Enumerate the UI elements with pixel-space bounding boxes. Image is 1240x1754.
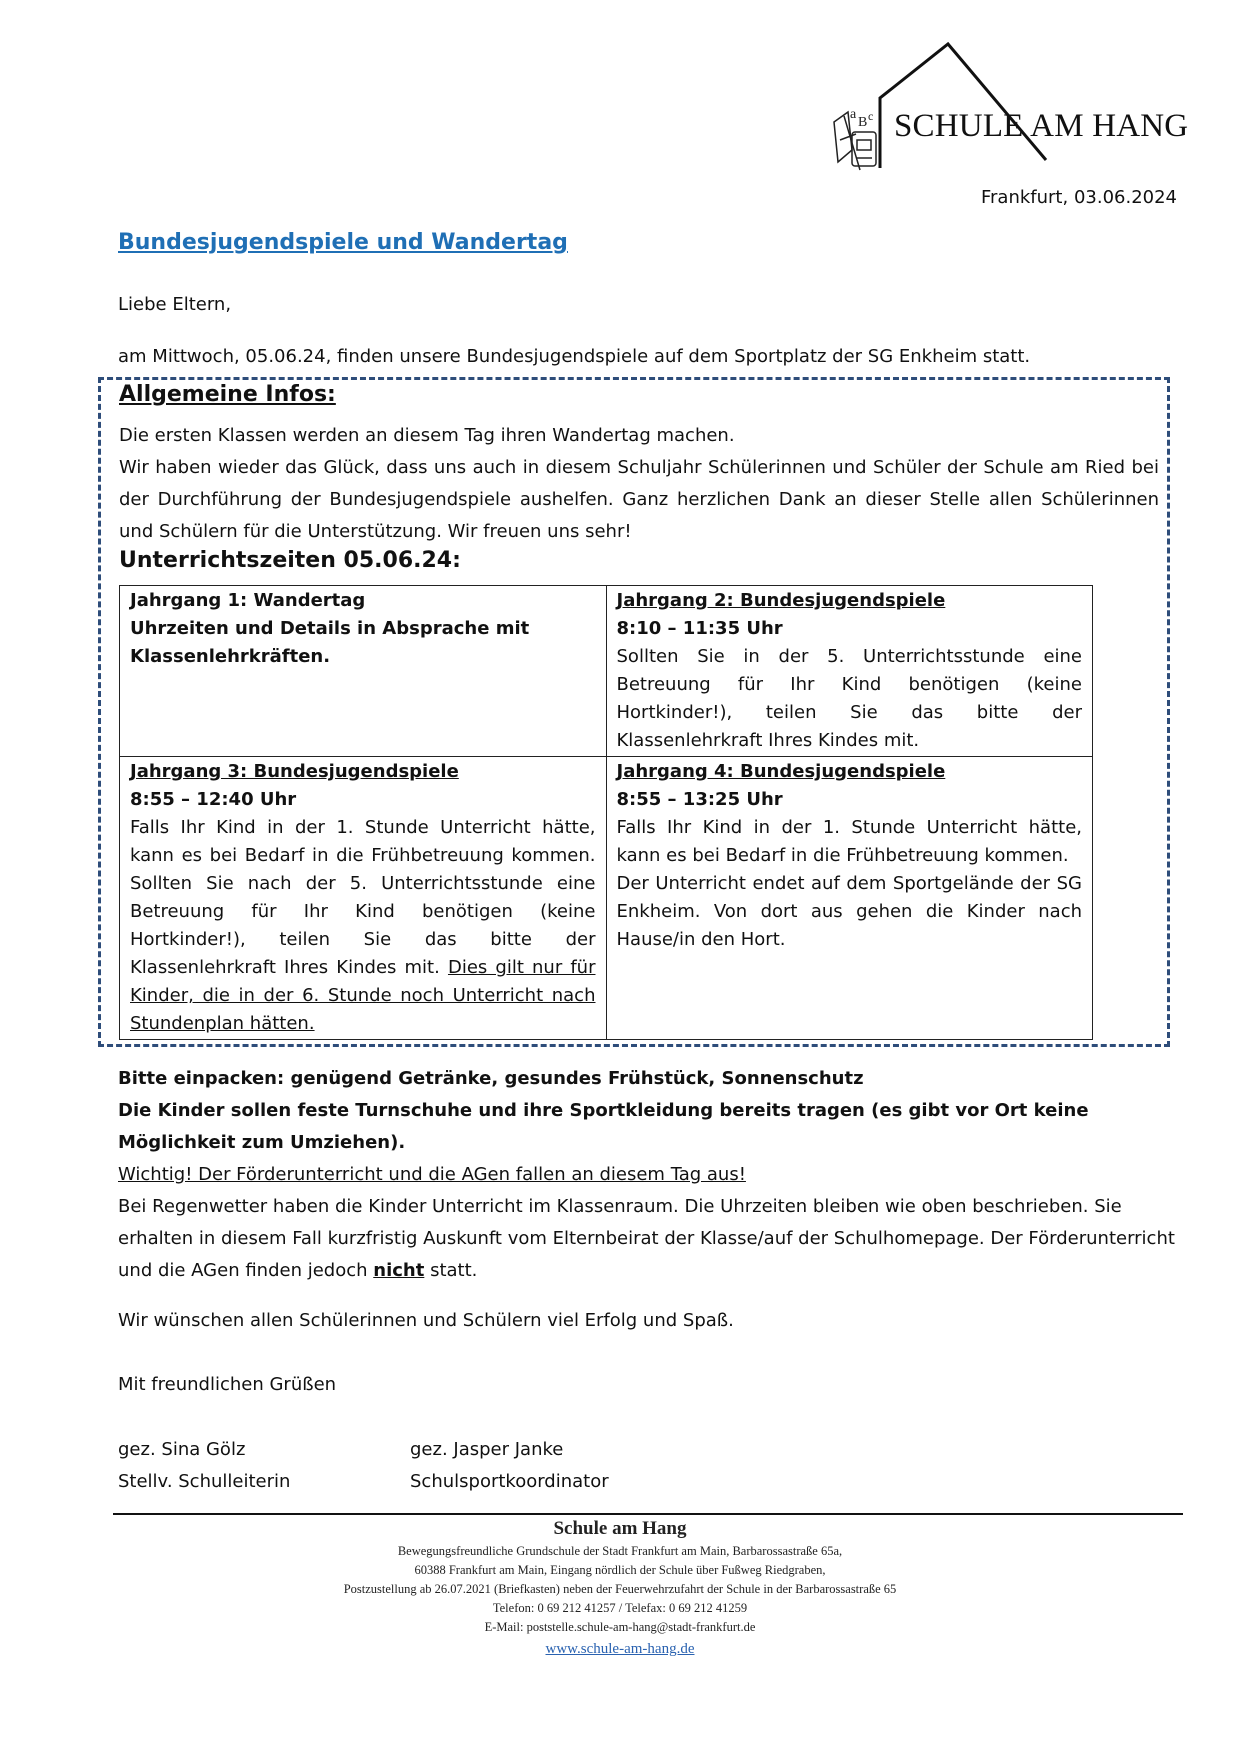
grade-4-time: 8:55 – 13:25 Uhr xyxy=(616,789,783,810)
footer-website-link[interactable]: www.schule-am-hang.de xyxy=(545,1641,695,1657)
grade-4-head: Jahrgang 4: Bundesjugendspiele xyxy=(616,761,946,782)
signature-1-role: Stellv. Schulleiterin xyxy=(118,1471,291,1492)
school-logo-text: SCHULE AM HANG xyxy=(894,108,1189,144)
cell-grade-2 xyxy=(606,586,1093,757)
signature-2-name: gez. Jasper Janke xyxy=(410,1439,564,1460)
infos-text xyxy=(119,420,1159,548)
cell-grade-4 xyxy=(606,757,1093,1040)
grade-1-head: Jahrgang 1: Wandertag xyxy=(130,590,366,611)
grade-2-text: Sollten Sie in der 5. Unterrichtsstunde eine Betreuung für Ihr Kind benötigen (keine Hortkinder!), teilen Sie das bitte der Klassenlehrkraft Ihres Kindes mit. xyxy=(616,646,1082,751)
rain-note-bold: nicht xyxy=(373,1260,425,1281)
footer-phone: Telefon: 0 69 212 41257 / Telefax: 0 69 212 41259 xyxy=(492,1601,748,1615)
grade-2-time: 8:10 – 11:35 Uhr xyxy=(616,618,783,639)
footer-address-2: 60388 Frankfurt am Main, Eingang nördlich der Schule über Fußweg Riedgraben, xyxy=(414,1563,826,1577)
letter-title: Bundesjugendspiele und Wandertag xyxy=(118,230,568,255)
rain-note-text: Bei Regenwetter haben die Kinder Unterricht im Klassenraum. Die Uhrzeiten bleiben wie oben beschrieben. Sie erhalten in diesem Fall kurzfristig Auskunft vom Elternbeirat der Klasse/auf der Schulhomepage. Der Förderunterricht und die AGen finden jedoch xyxy=(118,1196,1175,1281)
signature-1 xyxy=(118,1434,290,1498)
cell-grade-3 xyxy=(120,757,607,1040)
grade-3-head: Jahrgang 3: Bundesjugendspiele xyxy=(130,761,459,782)
greeting: Liebe Eltern, xyxy=(118,294,232,315)
grade-3-text-underlined: Dies gilt nur für Kinder, die in der 6. Stunde noch Unterricht nach Stundenplan hätten. xyxy=(130,957,596,1034)
svg-text:a: a xyxy=(850,107,857,122)
footer-school-name: Schule am Hang xyxy=(553,1518,687,1539)
info-box xyxy=(98,377,1170,1047)
pack-note: Bitte einpacken: genügend Getränke, gesundes Frühstück, Sonnenschutz xyxy=(118,1068,864,1089)
school-logo xyxy=(830,40,1190,190)
footer-divider xyxy=(113,1513,1183,1515)
grade-4-text-1: Falls Ihr Kind in der 1. Stunde Unterricht hätte, kann es bei Bedarf in die Frühbetreuung kommen. xyxy=(616,817,1082,866)
grade-3-text xyxy=(130,814,596,1038)
signature-1-name: gez. Sina Gölz xyxy=(118,1439,246,1460)
infos-line-1: Die ersten Klassen werden an diesem Tag ihren Wandertag machen. xyxy=(119,425,735,446)
svg-text:c: c xyxy=(868,109,874,123)
cell-grade-1 xyxy=(120,586,607,757)
times-heading: Unterrichtszeiten 05.06.24: xyxy=(119,548,461,573)
footer xyxy=(0,1516,1240,1661)
times-table xyxy=(119,585,1093,1040)
footer-address-1: Bewegungsfreundliche Grundschule der Stadt Frankfurt am Main, Barbarossastraße 65a, xyxy=(397,1544,843,1558)
intro-paragraph: am Mittwoch, 05.06.24, finden unsere Bundesjugendspiele auf dem Sportplatz der SG Enkheim statt. xyxy=(118,346,1031,367)
signature-2 xyxy=(410,1434,609,1498)
letter-date: Frankfurt, 03.06.2024 xyxy=(980,187,1177,208)
footer-address-3: Postzustellung ab 26.07.2021 (Briefkasten) neben der Feuerwehrzufahrt der Schule in der Barbarossastraße 65 xyxy=(343,1582,897,1596)
notes-section xyxy=(118,1063,1178,1287)
grade-1-detail: Uhrzeiten und Details in Absprache mit Klassenlehrkräften. xyxy=(130,618,530,667)
footer-email: E-Mail: poststelle.schule-am-hang@stadt-frankfurt.de xyxy=(484,1620,756,1634)
infos-heading: Allgemeine Infos: xyxy=(119,382,336,407)
signature-2-role: Schulsportkoordinator xyxy=(410,1471,609,1492)
rain-note-end: statt. xyxy=(424,1260,478,1281)
grade-4-text-2: Der Unterricht endet auf dem Sportgelände der SG Enkheim. Von dort aus gehen die Kinder nach Hause/in den Hort. xyxy=(616,873,1082,950)
svg-text:B: B xyxy=(858,115,868,130)
wish-paragraph: Wir wünschen allen Schülerinnen und Schülern viel Erfolg und Spaß. xyxy=(118,1310,734,1331)
grade-3-time: 8:55 – 12:40 Uhr xyxy=(130,789,297,810)
important-note: Wichtig! Der Förderunterricht und die AGen fallen an diesem Tag aus! xyxy=(118,1164,746,1185)
grade-3-text-main: Falls Ihr Kind in der 1. Stunde Unterricht hätte, kann es bei Bedarf in die Frühbetreuung kommen. Sollten Sie nach der 5. Unterrichtsstunde eine Betreuung für Ihr Kind benötigen (keine Hortkinder!), teilen Sie das bitte der Klassenlehrkraft Ihres Kindes mit. xyxy=(130,817,596,978)
closing: Mit freundlichen Grüßen xyxy=(118,1374,337,1395)
grade-2-head: Jahrgang 2: Bundesjugendspiele xyxy=(616,590,946,611)
shoes-note: Die Kinder sollen feste Turnschuhe und ihre Sportkleidung bereits tragen (es gibt vor Ort keine Möglichkeit zum Umziehen). xyxy=(118,1100,1089,1153)
rain-note xyxy=(118,1191,1178,1287)
infos-line-2: Wir haben wieder das Glück, dass uns auch in diesem Schuljahr Schülerinnen und Schüler der Schule am Ried bei der Durchführung der Bundesjugendspiele aushelfen. Ganz herzlichen Dank an dieser Stelle allen Schülerinnen und Schülern für die Unterstützung. Wir freuen uns sehr! xyxy=(119,457,1159,542)
